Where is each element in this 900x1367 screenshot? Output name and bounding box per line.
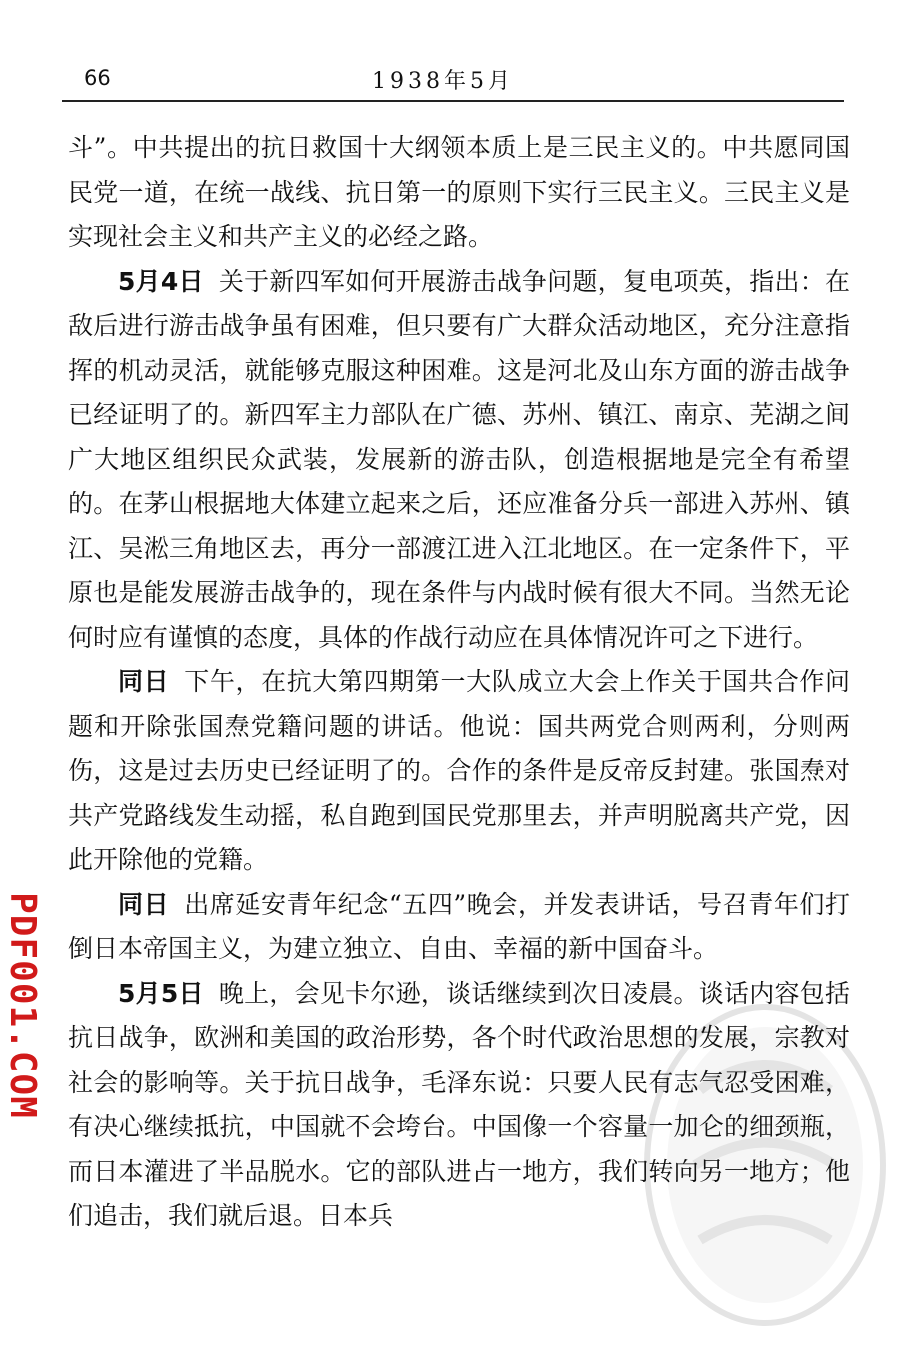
paragraph-continuation	[68, 126, 850, 260]
page-number: 66	[84, 66, 111, 90]
watermark-text: PDF001.COM	[1, 891, 43, 1119]
paragraph-text: 晚上，会见卡尔逊，谈话继续到次日凌晨。谈话内容包括抗日战争，欧洲和美国的政治形势，各个时代政治思想的发展，宗教对社会的影响等。关于抗日战争，毛泽东说：只要人民有志气忍受困难，有决心继续抵抗，中国就不会垮台。中国像一个容量一加仑的细颈瓶，而日本灌进了半品脱水。它的部队进占一地方，我们转向另一地方；他们追击，我们就后退。日本兵	[68, 978, 850, 1230]
page-header	[62, 60, 844, 102]
paragraph-text: 斗”。中共提出的抗日救国十大纲领本质上是三民主义的。中共愿同国民党一道，在统一战线、抗日第一的原则下实行三民主义。三民主义是实现社会主义和共产主义的必经之路。	[68, 133, 850, 251]
paragraph-text: 下午，在抗大第四期第一大队成立大会上作关于国共合作问题和开除张国焘党籍问题的讲话。他说：国共两党合则两利，分则两伤，这是过去历史已经证明了的。合作的条件是反帝反封建。张国焘对共产党路线发生动摇，私自跑到国民党那里去，并声明脱离共产党，因此开除他的党籍。	[68, 667, 850, 874]
running-head: 1938年5月	[372, 69, 514, 94]
paragraph-may-4	[68, 260, 850, 661]
entry-date: 5月4日	[118, 266, 204, 296]
entry-date: 同日	[118, 889, 170, 919]
entry-date: 5月5日	[118, 978, 204, 1008]
side-watermark	[0, 880, 44, 1130]
paragraph-text: 关于新四军如何开展游击战争问题，复电项英，指出：在敌后进行游击战争虽有困难，但只要有广大群众活动地区，充分注意指挥的机动灵活，就能够克服这种困难。这是河北及山东方面的游击战争已经证明了的。新四军主力部队在广德、苏州、镇江、南京、芜湖之间广大地区组织民众武装，发展新的游击队，创造根据地是完全有希望的。在茅山根据地大体建立起来之后，还应准备分兵一部进入苏州、镇江、吴淞三角地区去，再分一部渡江进入江北地区。在一定条件下，平原也是能发展游击战争的，现在条件与内战时候有很大不同。当然无论何时应有谨慎的态度，具体的作战行动应在具体情况许可之下进行。	[68, 266, 850, 652]
entry-date: 同日	[118, 667, 170, 696]
paragraph-same-day-evening	[68, 883, 850, 972]
seal-watermark-icon	[640, 1000, 890, 1330]
paragraph-same-day-afternoon	[68, 660, 850, 883]
paragraph-text: 出席延安青年纪念“五四”晚会，并发表讲话，号召青年们打倒日本帝国主义，为建立独立、自由、幸福的新中国奋斗。	[68, 889, 850, 963]
